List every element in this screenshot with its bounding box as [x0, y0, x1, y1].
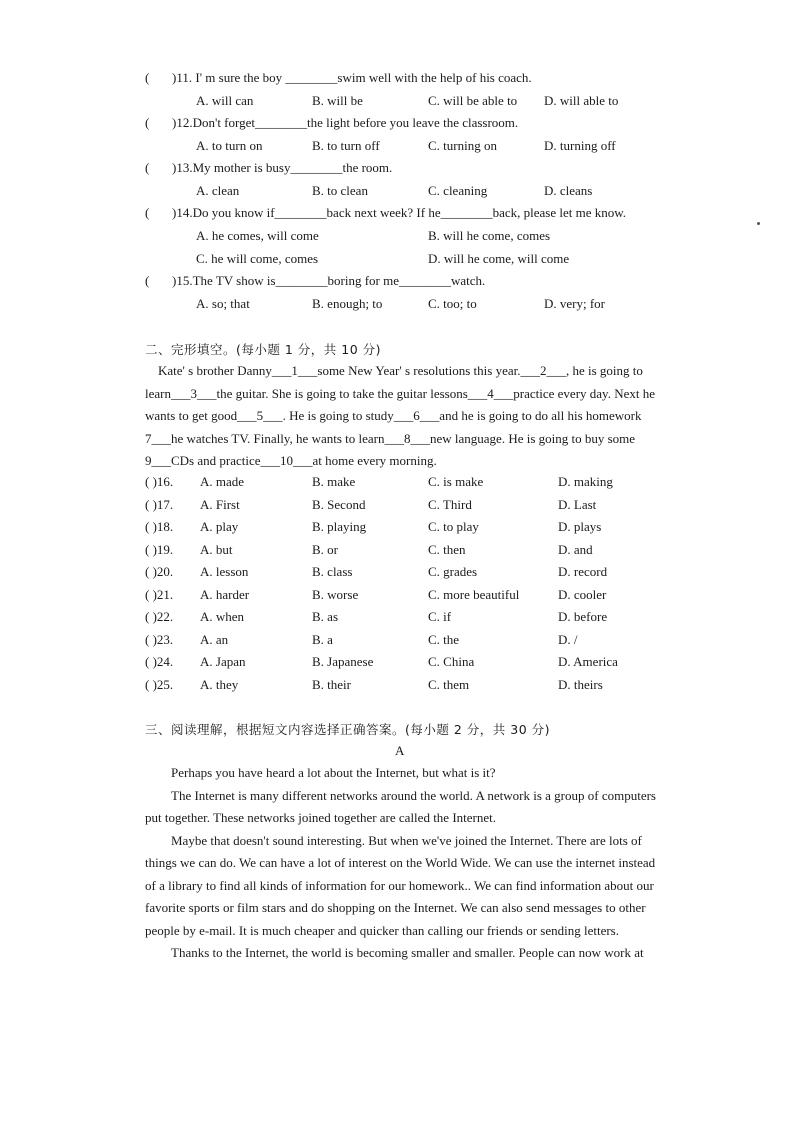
answer-bracket: ( [145, 273, 150, 288]
option-b: B. class [312, 564, 353, 579]
option-c: C. too; to [428, 296, 477, 311]
item-number: ( )17. [145, 497, 174, 512]
cloze-passage [145, 360, 660, 473]
option-a: A. an [200, 632, 229, 647]
option-a: A. Japan [200, 654, 246, 669]
option-d: D. cooler [558, 587, 607, 602]
option-b: B. make [312, 474, 356, 489]
option-a: A. clean [196, 183, 240, 198]
option-b: B. enough; to [312, 296, 383, 311]
option-d: D. plays [558, 519, 602, 534]
option-a: A. made [200, 474, 245, 489]
option-b: B. will be [312, 93, 363, 108]
item-number: ( )22. [145, 609, 174, 624]
answer-bracket: ( [145, 115, 150, 130]
question-stem: )13.My mother is busy________the room. [172, 160, 393, 175]
item-number: ( )18. [145, 519, 174, 534]
passage-label: A [395, 743, 405, 758]
passage-line: 7___he watches TV. Finally, he wants to learn___8___new language. He is going to buy some [145, 430, 636, 446]
item-number: ( )19. [145, 542, 174, 557]
question-stem: )14.Do you know if________back next week? If he________back, please let me know. [172, 205, 627, 220]
option-d: D. will able to [544, 93, 619, 108]
section-2-heading: 二、完形填空。(每小题 1 分，共 10 分) [145, 342, 382, 357]
option-d: D. before [558, 609, 608, 624]
option-d: D. Last [558, 497, 597, 512]
option-b: B. or [312, 542, 338, 557]
option-d: D. very; for [544, 296, 606, 311]
option-c: C. more beautiful [428, 587, 520, 602]
passage-line: put together. These networks joined together are called the Internet. [145, 810, 496, 825]
option-a: A. play [200, 519, 239, 534]
option-b: B. as [312, 609, 338, 624]
option-c: C. the [428, 632, 460, 647]
option-a: A. harder [200, 587, 250, 602]
option-d: D. theirs [558, 677, 603, 692]
scan-speck [757, 222, 760, 225]
option-c: C. cleaning [428, 183, 488, 198]
answer-bracket: ( [145, 205, 150, 220]
option-d: D. record [558, 564, 608, 579]
option-c: C. to play [428, 519, 479, 534]
option-a: A. First [200, 497, 240, 512]
option-a: A. to turn on [196, 138, 263, 153]
option-c: C. them [428, 677, 470, 692]
option-b: B. Japanese [312, 654, 374, 669]
item-number: ( )16. [145, 474, 174, 489]
option-b: B. their [312, 677, 351, 692]
option-b: B. worse [312, 587, 359, 602]
option-a: A. so; that [196, 296, 250, 311]
passage-line: favorite sports or film stars and do shopping on the Internet. We can also send messages to other [145, 900, 646, 915]
option-b: B. to turn off [312, 138, 380, 153]
passage-line: wants to get good___5___. He is going to study___6___and he is going to do all his homework [145, 408, 642, 423]
option-d: D. and [558, 542, 593, 557]
question-stem: )12.Don't forget________the light before you leave the classroom. [172, 115, 519, 130]
passage-line: The Internet is many different networks around the world. A network is a group of computers [171, 787, 656, 803]
option-c: C. China [428, 654, 475, 669]
option-d: D. turning off [544, 138, 616, 153]
option-b: B. will he come, comes [428, 228, 551, 243]
option-b: B. Second [312, 497, 366, 512]
item-number: ( )23. [145, 632, 174, 647]
option-d: D. cleans [544, 183, 593, 198]
item-number: ( )24. [145, 654, 174, 669]
passage-line: people by e-mail. It is much cheaper and quicker than calling our friends or sending letters. [145, 922, 619, 938]
option-a: A. they [200, 677, 239, 692]
option-c: C. is make [428, 474, 484, 489]
passage-line: learn___3___the guitar. She is going to take the guitar lessons___4___practice every day. Next he [145, 385, 655, 401]
option-a: A. will can [196, 93, 254, 108]
option-d: D. / [558, 632, 578, 647]
option-b: B. to clean [312, 183, 368, 198]
passage-line: Thanks to the Internet, the world is becoming smaller and smaller. People can now work at [171, 945, 644, 960]
option-c: C. if [428, 609, 452, 624]
option-c: C. Third [428, 497, 472, 512]
option-b: B. playing [312, 519, 367, 534]
option-a: A. he comes, will come [196, 228, 319, 243]
option-a: A. when [200, 609, 245, 624]
option-c: C. grades [428, 564, 478, 579]
option-c: C. then [428, 542, 466, 557]
option-d: D. will he come, will come [428, 251, 570, 266]
option-a: A. but [200, 542, 233, 557]
passage-line: Maybe that doesn't sound interesting. But when we've joined the Internet. There are lots of [171, 832, 642, 848]
passage-line: of a library to find all kinds of information for our homework.. We can find information about our [145, 877, 654, 893]
reading-passage [145, 762, 660, 965]
question-stem: )11. I' m sure the boy ________swim well with the help of his coach. [172, 70, 532, 85]
option-c: C. will be able to [428, 93, 518, 108]
option-c: C. turning on [428, 138, 497, 153]
item-number: ( )20. [145, 564, 174, 579]
item-number: ( )25. [145, 677, 174, 692]
passage-line: Perhaps you have heard a lot about the Internet, but what is it? [171, 765, 496, 780]
answer-bracket: ( [145, 160, 150, 175]
passage-line: Kate' s brother Danny___1___some New Year' s resolutions this year.___2___, he is going to [158, 363, 643, 378]
option-b: B. a [312, 632, 333, 647]
passage-line: things we can do. We can have a lot of interest on the World Wide. We can use the internet instead [145, 855, 656, 870]
passage-line: 9___CDs and practice___10___at home every morning. [145, 453, 437, 468]
option-a: A. lesson [200, 564, 249, 579]
section-3-heading: 三、阅读理解，根据短文内容选择正确答案。(每小题 2 分，共 30 分) [145, 722, 551, 737]
option-d: D. making [558, 474, 613, 489]
option-d: D. America [558, 654, 618, 669]
option-c: C. he will come, comes [196, 251, 319, 266]
item-number: ( )21. [145, 587, 174, 602]
question-stem: )15.The TV show is________boring for me________watch. [172, 273, 486, 288]
answer-bracket: ( [145, 70, 150, 85]
